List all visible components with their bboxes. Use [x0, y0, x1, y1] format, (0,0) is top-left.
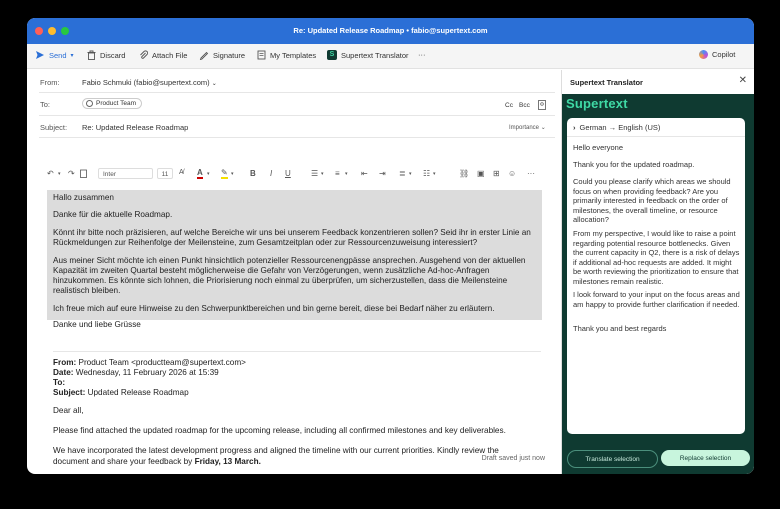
subject-field[interactable]: Re: Updated Release Roadmap: [82, 123, 189, 132]
text-style-icon[interactable]: A̸: [179, 169, 184, 176]
redo-icon[interactable]: ↷: [68, 169, 75, 178]
quote-divider: [53, 351, 541, 352]
translate-selection-label: Translate selection: [585, 455, 640, 463]
quote-paragraph-2-line-1: We have incorporated the latest development progress and aligned the timeline with our current priorities. Kindly review the: [53, 446, 499, 455]
formatting-toolbar: [33, 164, 559, 184]
divider: [567, 136, 745, 137]
reply-selection[interactable]: [47, 190, 542, 320]
chevron-down-icon[interactable]: ▾: [58, 171, 61, 177]
copilot-icon: [699, 50, 708, 59]
translation-paragraph-3: From my perspective, I would like to raise a point regarding potential resource bottlenecks. Given the current capacity in Q2, there is a risk of delays if additional ad-hoc requests are added. It might be worth reviewing the prioritization to ensure that milestones remain realistic.: [573, 229, 740, 286]
align-icon[interactable]: ≣: [399, 169, 406, 178]
importance-dropdown[interactable]: [509, 124, 546, 131]
chevron-down-icon[interactable]: ▾: [207, 171, 210, 177]
recipient-name: Product Team: [96, 100, 136, 107]
attach-file-label: Attach File: [152, 50, 188, 60]
copilot-label: Copilot: [712, 50, 736, 59]
subject-label: Subject:: [40, 123, 68, 132]
language-pair: German → English (US): [579, 123, 661, 132]
clipboard-icon[interactable]: [80, 169, 87, 180]
person-icon: [86, 100, 93, 107]
emoji-icon[interactable]: ☺: [508, 169, 517, 178]
quote-date-value: Wednesday, 11 February 2026 at 15:39: [75, 368, 219, 377]
language-selector[interactable]: [573, 123, 660, 132]
supertext-logo-icon: S: [327, 50, 337, 60]
signature-pen-icon: [199, 50, 209, 60]
reply-paragraph-2-line-2: Rückmeldungen zur Reihenfolge der Meilensteine, zum Gesamtzeitplan oder zur Ressourcenzuweisung interessiert?: [53, 238, 478, 247]
numbered-list-icon[interactable]: ≡: [335, 169, 340, 178]
more-options-button[interactable]: [418, 50, 426, 59]
chevron-right-icon: ›: [573, 123, 576, 132]
table-icon[interactable]: ⊞: [493, 169, 500, 178]
reply-closing: Danke und liebe Grüsse: [53, 320, 141, 329]
quote-subject-value: Updated Release Roadmap: [87, 388, 189, 397]
bcc-button[interactable]: Bcc: [519, 102, 530, 109]
outlook-window: [27, 18, 754, 474]
chevron-down-icon: ⌄: [211, 81, 217, 87]
underline-icon[interactable]: U: [285, 169, 291, 178]
highlighter-icon[interactable]: ✎: [221, 168, 228, 177]
decrease-indent-icon[interactable]: ⇤: [361, 169, 368, 178]
font-family-value: Inter: [103, 171, 117, 178]
quote-from-value: Product Team <productteam@supertext.com>: [78, 358, 246, 367]
translation-paragraph-4: I look forward to your input on the focus areas and am happy to provide further clarification if needed.: [573, 290, 740, 309]
send-button[interactable]: [35, 50, 74, 60]
panel-title: Supertext Translator: [570, 78, 643, 87]
quote-date-label: Date:: [53, 368, 74, 377]
supertext-translator-button[interactable]: [327, 50, 409, 60]
chevron-down-icon[interactable]: ▾: [345, 171, 348, 177]
reply-paragraph-2-line-1: Könnt ihr bitte noch präzisieren, auf welche Bereiche wir uns bei unserem Feedback konzentrieren sollen? Seid ihr in erster Linie an: [53, 228, 531, 237]
font-color-icon[interactable]: A: [197, 168, 203, 177]
translation-paragraph-1: Thank you for the updated roadmap.: [573, 160, 695, 169]
template-icon: [257, 50, 266, 60]
font-size-dropdown[interactable]: [157, 168, 173, 179]
supertext-translator-panel: [561, 70, 754, 474]
discard-button[interactable]: [87, 50, 125, 60]
my-templates-label: My Templates: [270, 50, 317, 60]
quote-from-label: From:: [53, 358, 77, 367]
font-size-value: 11: [161, 171, 169, 178]
cc-button[interactable]: Cc: [505, 102, 513, 109]
quote-paragraph-2-line-2: document and share your feedback by: [53, 457, 193, 466]
from-value: Fabio Schmuki (fabio@supertext.com): [82, 78, 210, 87]
undo-icon[interactable]: ↶: [47, 169, 54, 178]
bold-icon[interactable]: B: [250, 169, 256, 178]
chevron-down-icon: ⌄: [540, 125, 546, 131]
attach-file-button[interactable]: [139, 50, 187, 60]
link-icon[interactable]: ⛓: [459, 169, 470, 178]
bullet-list-icon[interactable]: ☰: [311, 169, 319, 178]
replace-selection-button[interactable]: [661, 450, 750, 466]
translation-closing: Thank you and best regards: [573, 324, 667, 333]
compose-area: [33, 70, 559, 472]
supertext-translator-label: Supertext Translator: [341, 50, 409, 60]
increase-indent-icon[interactable]: ⇥: [379, 169, 386, 178]
send-icon: [35, 50, 45, 60]
image-icon[interactable]: ▣: [477, 169, 485, 178]
italic-icon[interactable]: I: [270, 169, 273, 178]
toolbar: [27, 44, 754, 69]
to-label: To:: [40, 100, 51, 109]
window-title: Re: Updated Release Roadmap • fabio@supertext.com: [293, 26, 488, 35]
close-icon[interactable]: ✕: [738, 75, 747, 86]
paragraph-style-icon[interactable]: ☷: [423, 169, 431, 178]
trash-icon: [87, 50, 96, 60]
quoted-message: [53, 358, 543, 467]
importance-label: Importance: [509, 125, 540, 131]
from-field[interactable]: [82, 78, 217, 87]
recipient-chip[interactable]: [82, 98, 142, 109]
divider: [39, 137, 555, 138]
more-formatting-icon[interactable]: ···: [527, 169, 535, 178]
reply-paragraph-4: Ich freue mich auf eure Hinweise zu den Schwerpunktbereichen und bin gerne bereit, diese bei Bedarf näher zu erläutern.: [53, 304, 495, 313]
send-label: Send: [49, 50, 67, 60]
divider: [39, 115, 555, 116]
chevron-down-icon[interactable]: ▾: [433, 171, 436, 177]
quote-paragraph-1: Please find attached the updated roadmap for the upcoming release, including all confirmed milestones and key deliverables.: [53, 426, 506, 435]
from-label: From:: [40, 78, 60, 87]
reply-paragraph-1: Danke für die aktuelle Roadmap.: [53, 210, 173, 219]
draft-status: Draft saved just now: [481, 455, 545, 462]
translation-greeting: Hello everyone: [573, 143, 624, 152]
quote-salutation: Dear all,: [53, 406, 84, 415]
translation-paragraph-2: Could you please clarify which areas we should focus on when providing feedback? Are you primarily interested in feedback on the order of milestones, the overall timeline, or resource allocation?: [573, 177, 731, 224]
copilot-button[interactable]: [699, 50, 735, 59]
reply-paragraph-3-line-1: Aus meiner Sicht möchte ich einen Punkt hinsichtlich potenzieller Ressourcenengpässe ansprechen. Ausgehend von der aktuellen: [53, 256, 526, 265]
quote-subject-label: Subject:: [53, 388, 86, 397]
chevron-down-icon[interactable]: ▾: [231, 171, 234, 177]
signature-button[interactable]: [199, 50, 245, 60]
replace-selection-label: Replace selection: [679, 454, 732, 462]
reply-greeting: Hallo zusammen: [53, 193, 114, 202]
contacts-icon[interactable]: [538, 100, 546, 112]
font-family-dropdown[interactable]: [98, 168, 153, 179]
my-templates-button[interactable]: [257, 50, 316, 60]
reply-paragraph-3-line-4: realistisch bleiben.: [53, 286, 121, 295]
reply-paragraph-3-line-2: Kapazität im zweiten Quartal besteht möglicherweise die Gefahr von Verzögerungen, wenn zusätzliche Ad-hoc-Anfragen: [53, 266, 490, 275]
quote-deadline: Friday, 13 March.: [194, 457, 261, 466]
more-icon: ···: [418, 50, 426, 59]
quote-to-label: To:: [53, 378, 66, 387]
chevron-down-icon[interactable]: ▾: [321, 171, 324, 177]
signature-label: Signature: [213, 50, 246, 60]
discard-label: Discard: [100, 50, 126, 60]
chevron-down-icon[interactable]: ▾: [409, 171, 412, 177]
translate-selection-button[interactable]: [567, 450, 658, 468]
chevron-down-icon[interactable]: ▾: [70, 52, 74, 59]
paperclip-icon: [139, 50, 148, 60]
translation-card: [567, 118, 745, 434]
supertext-logo: Supertext: [566, 96, 628, 111]
divider: [39, 92, 555, 93]
panel-body: [562, 94, 754, 474]
reply-paragraph-3-line-3: hinzukommen. Es könnte sich lohnen, die Priorisierung noch einmal zu überprüfen, um sicherzustellen, dass die Meilensteine: [53, 276, 508, 285]
panel-header: [562, 70, 754, 95]
title-bar: [27, 18, 754, 44]
